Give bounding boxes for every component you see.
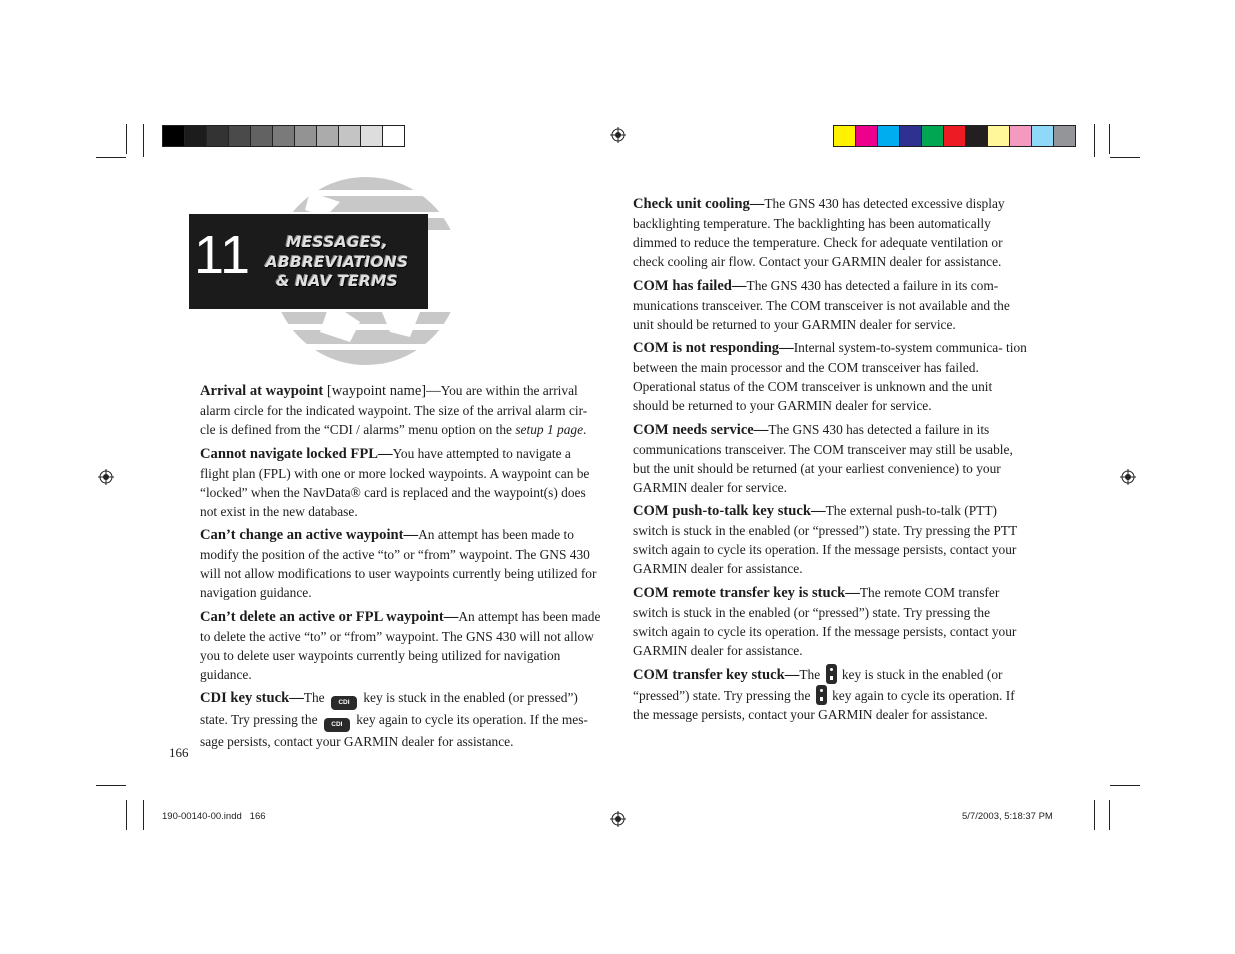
color-swatch <box>922 126 944 146</box>
color-swatch <box>878 126 900 146</box>
cdi-key-icon: CDI <box>331 696 357 710</box>
color-swatch <box>273 126 295 146</box>
message-description: The <box>303 690 328 705</box>
message-term: COM transfer key stuck— <box>633 667 800 683</box>
message-description: The GNS 430 has detected excessive display backlighting temperature. The backlighting has been automatically dimmed to reduce the temperature. Check for adequate ventilation or check cooling air flow. Contact your GARMIN dealer for assistance. <box>633 196 1005 269</box>
crop-mark <box>1094 800 1095 830</box>
color-swatch <box>966 126 988 146</box>
message-term: Check unit cooling— <box>633 196 765 212</box>
color-swatch <box>229 126 251 146</box>
process-color-bar <box>833 125 1076 147</box>
crop-mark <box>96 157 126 158</box>
message-term-extra: [waypoint name]— <box>323 383 441 399</box>
page-reference: setup 1 page <box>515 422 584 437</box>
message-entry <box>200 444 602 521</box>
left-column <box>200 381 602 756</box>
message-description: An attempt has been made to modify the position of the active “to” or “from” waypoint. The GNS 430 will not allow modifications to user waypoints currently being utilized for navigation guidance. <box>200 527 597 600</box>
chapter-title <box>252 233 422 292</box>
crop-mark <box>1094 124 1095 157</box>
file-slug: 190-00140-00.indd 166 <box>162 811 266 822</box>
message-entry <box>633 664 1027 724</box>
message-term: COM needs service— <box>633 421 769 438</box>
grayscale-color-bar <box>162 125 405 147</box>
message-entry <box>200 381 602 439</box>
message-term: Cannot navigate locked FPL— <box>200 445 393 462</box>
message-term: Can’t delete an active or FPL waypoint— <box>200 608 459 625</box>
message-entry <box>633 338 1027 415</box>
color-swatch <box>383 126 404 146</box>
page-number: 166 <box>169 745 189 760</box>
chapter-title-line: ABBREVIATIONS <box>265 252 409 271</box>
color-swatch <box>856 126 878 146</box>
message-entry <box>633 420 1027 497</box>
message-description: key is stuck in the enabled (or “pressed”) state. Try pressing the <box>633 667 1003 703</box>
message-description: The <box>799 667 824 682</box>
message-description-end: . <box>583 422 587 437</box>
color-swatch <box>163 126 185 146</box>
message-term: COM remote transfer key is stuck— <box>633 584 860 601</box>
crop-mark <box>96 785 126 786</box>
color-swatch <box>834 126 856 146</box>
cdi-key-icon: CDI <box>324 718 350 732</box>
message-entry <box>633 276 1027 334</box>
message-term: CDI key stuck— <box>200 690 304 706</box>
message-description: Internal system-to-system communica- tion between the main processor and the COM transceiver has failed. Operational status of the COM transceiver is unknown and the unit should be returned to your GARMIN dealer for service. <box>633 340 1027 413</box>
message-entry <box>200 525 602 602</box>
registration-mark-icon <box>98 469 114 485</box>
chapter-title-line: & NAV TERMS <box>275 272 399 290</box>
crop-mark <box>1110 785 1140 786</box>
color-swatch <box>988 126 1010 146</box>
color-swatch <box>317 126 339 146</box>
crop-mark <box>1110 157 1140 158</box>
message-description: key again to cycle its operation. If the message persists, contact your GARMIN dealer for assistance. <box>633 688 1015 722</box>
message-description: key is stuck in the enabled (or pressed”) state. Try pressing the <box>200 690 578 727</box>
crop-mark <box>126 800 127 830</box>
color-swatch <box>1010 126 1032 146</box>
message-term: COM has failed— <box>633 277 747 294</box>
registration-mark-icon <box>610 127 626 143</box>
message-term: COM is not responding— <box>633 340 794 356</box>
color-swatch <box>900 126 922 146</box>
message-entry <box>633 501 1027 578</box>
message-description: The remote COM transfer switch is stuck in the enabled (or “pressed”) state. Try pressing the switch again to cycle its operation. If the message persists, contact your GARMIN dealer for assistance. <box>633 584 1017 658</box>
crop-mark <box>1109 124 1110 154</box>
message-description: An attempt has been made to delete the active “to” or “from” waypoint. The GNS 430 will not allow you to delete user waypoints currently being utilized for navigation guidance. <box>200 608 601 682</box>
message-entry <box>200 688 602 751</box>
crop-mark <box>143 124 144 157</box>
message-description: The GNS 430 has detected a failure in its communications transceiver. The COM transceiver may still be usable, but the unit should be returned (at your earliest convenience) to your GARMIN dealer for service. <box>633 421 1013 495</box>
chapter-number: 11 <box>194 225 251 285</box>
message-description: You have attempted to navigate a flight plan (FPL) with one or more locked waypoints. A waypoint can be “locked” when the NavData® card is replaced and the waypoint(s) does not exist in the new database. <box>200 445 590 519</box>
registration-mark-icon <box>610 811 626 827</box>
color-swatch <box>251 126 273 146</box>
message-term: Arrival at waypoint <box>200 383 324 399</box>
color-swatch <box>944 126 966 146</box>
message-entry <box>633 194 1027 271</box>
message-description: The external push-to-talk (PTT) switch is stuck in the enabled (or “pressed”) state. Try pressing the PTT switch again to cycle its operation. If the message persists, contact your GARMIN dealer for assistance. <box>633 503 1017 576</box>
color-swatch <box>1054 126 1075 146</box>
color-swatch <box>185 126 207 146</box>
color-swatch <box>207 126 229 146</box>
message-description: key again to cycle its operation. If the mes- sage persists, contact your GARMIN dealer for assistance. <box>200 712 588 749</box>
right-column <box>633 194 1027 729</box>
com-transfer-key-icon <box>816 685 827 705</box>
color-swatch <box>295 126 317 146</box>
crop-mark <box>126 124 127 154</box>
message-term: COM push-to-talk key stuck— <box>633 503 826 519</box>
message-entry <box>200 607 602 684</box>
com-transfer-key-icon <box>826 664 837 684</box>
message-entry <box>633 583 1027 660</box>
chapter-title-line: MESSAGES, <box>286 233 388 251</box>
timestamp-slug: 5/7/2003, 5:18:37 PM <box>962 811 1053 822</box>
color-swatch <box>1032 126 1054 146</box>
message-term: Can’t change an active waypoint— <box>200 527 419 543</box>
crop-mark <box>143 800 144 830</box>
message-description: You are within the arrival alarm circle for the indicated waypoint. The size of the arrival alarm cir- cle is defined from the “CDI / alarms” menu option on the <box>200 383 588 437</box>
message-description: The GNS 430 has detected a failure in its com- munications transceiver. The COM transceiver is not available and the unit should be returned to your GARMIN dealer for service. <box>633 277 1010 332</box>
color-swatch <box>339 126 361 146</box>
crop-mark <box>1109 800 1110 830</box>
color-swatch <box>361 126 383 146</box>
registration-mark-icon <box>1120 469 1136 485</box>
